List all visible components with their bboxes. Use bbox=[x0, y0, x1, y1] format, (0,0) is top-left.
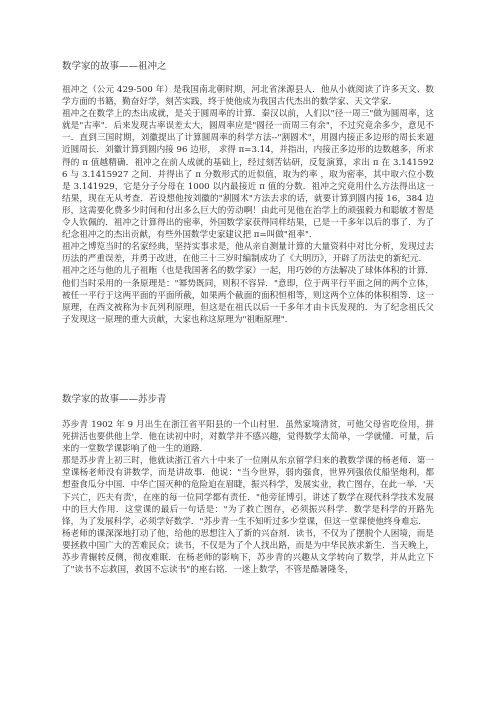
story-title-su-buqing: 数学家的故事——苏步青 bbox=[62, 394, 167, 405]
paragraph: 祖冲之还与他的儿子祖暅（也是我国著名的数学家）一起，用巧妙的方法解决了球体体积的计算．他们当时采用的一条原理是："幂势既同，则积不容异．"意即，位于两平行平面之间的两个立体，被任一平行于这两平面的平面所截，如果两个截面的面积恒相等，则这两个立体的体积相等．这一原理，在西文被称为卡瓦列利原理，但这是在祖氏以后一千多年才由卡氏发现的．为了纪念祖氏父子发现这一原理的重大贡献，大家也称这原理为"祖暅原理"． bbox=[62, 266, 434, 325]
story-body-su-buqing bbox=[62, 419, 434, 576]
paragraph: 祖冲之（公元 429-500 年）是我国南北朝时期，河北省涞源县人．他从小就阅读了许多天文、数学方面的书籍，勤奋好学，刻苦实践，终于使他成为我国古代杰出的数学家、天文学家． bbox=[62, 85, 434, 108]
paragraph: 祖冲之博览当时的名家经典，坚持实事求是，他从亲自测量计算的大量资料中对比分析，发现过去历法的严重误差，并勇于改进，在他三十三岁时编制成功了《大明历》，开辟了历法史的新纪元． bbox=[62, 242, 434, 265]
story-title-zu-chongzhi: 数学家的故事——祖冲之 bbox=[62, 61, 167, 72]
paragraph: 杨老师的课深深地打动了他，给他的思想注入了新的兴奋剂．读书，不仅为了摆脱个人困境，而是要拯救中国广大的苦难民众；读书，不仅是为了个人找出路，而是为中华民族求新生．当天晚上，苏步青辗转反侧，彻夜难眠．在杨老师的影响下，苏步青的兴趣从文学转向了数学，并从此立下了"读书不忘救国，救国不忘读书"的座右铭．一迷上数学，不管是酷暑隆冬， bbox=[62, 528, 434, 576]
paragraph: 那是苏步青上初三时，他就读浙江省六十中来了一位刚从东京留学归来的教数学课的杨老师．第一堂课杨老师没有讲数学，而是讲故事．他说："当今世界，弱肉强食，世界列强依仗船坚炮利，都想蚕食瓜分中国．中华亡国灭种的危险迫在眉睫，振兴科学，发展实业，救亡图存，在此一举．'天下兴亡，匹夫有责'，在座的每一位同学都有责任．"他旁征博引，讲述了数学在现代科学技术发展中的巨大作用．这堂课的最后一句话是："为了救亡图存，必须振兴科学．数学是科学的开路先锋，为了发展科学，必须学好数学．"苏步青一生不知听过多少堂课，但这一堂课使他终身难忘． bbox=[62, 456, 434, 527]
story-body-zu-chongzhi bbox=[62, 84, 434, 326]
paragraph: 苏步青 1902 年 9 月出生在浙江省平阳县的一个山村里．虽然家境清贫，可他父母省吃俭用，拼死拼活也要供他上学．他在读初中时，对数学并不感兴趣，觉得数学太简单，一学就懂．可量，后来的一堂数学课影响了他一生的道路． bbox=[62, 420, 434, 455]
paragraph: 祖冲之在数学上的杰出成就，是关于圆周率的计算．秦汉以前，人们以"径一周三"做为圆周率，这就是"古率"．后来发现古率误差太大，圆周率应是"圆径一而周三有余"，不过究竟余多少，意见不一．直到三国时期，刘徽提出了计算圆周率的科学方法--"割圆术"，用圆内接正多边形的周长来逼近圆周长．刘徽计算到圆内接 96 边形， 求得 π=3.14，并指出，内接正多边形的边数越多，所求得的 π 值越精确．祖冲之在前人成就的基础上，经过刻苦钻研，反复演算，求出 π 在 3.1415926 与 3.1415927 之间．并得出了 π 分数形式的近似值，取为约率 ，取为密率，其中取六位小数是 3.141929，它是分子分母在 1000 以内最接近 π 值的分数．祖冲之究竟用什么方法得出这一结果，现在无从考查．若设想他按刘徽的"割圆术"方法去求的话，就要计算到圆内接 16，384 边形，这需要化费多少时间和付出多么巨大的劳动啊！由此可见他在治学上的顽强毅力和聪敏才智是令人钦佩的．祖冲之计算得出的密率，外国数学家获得同样结果，已是一千多年以后的事了．为了纪念祖冲之的杰出贡献，有些外国数学史家建议把 π=叫做"祖率"． bbox=[62, 109, 434, 241]
